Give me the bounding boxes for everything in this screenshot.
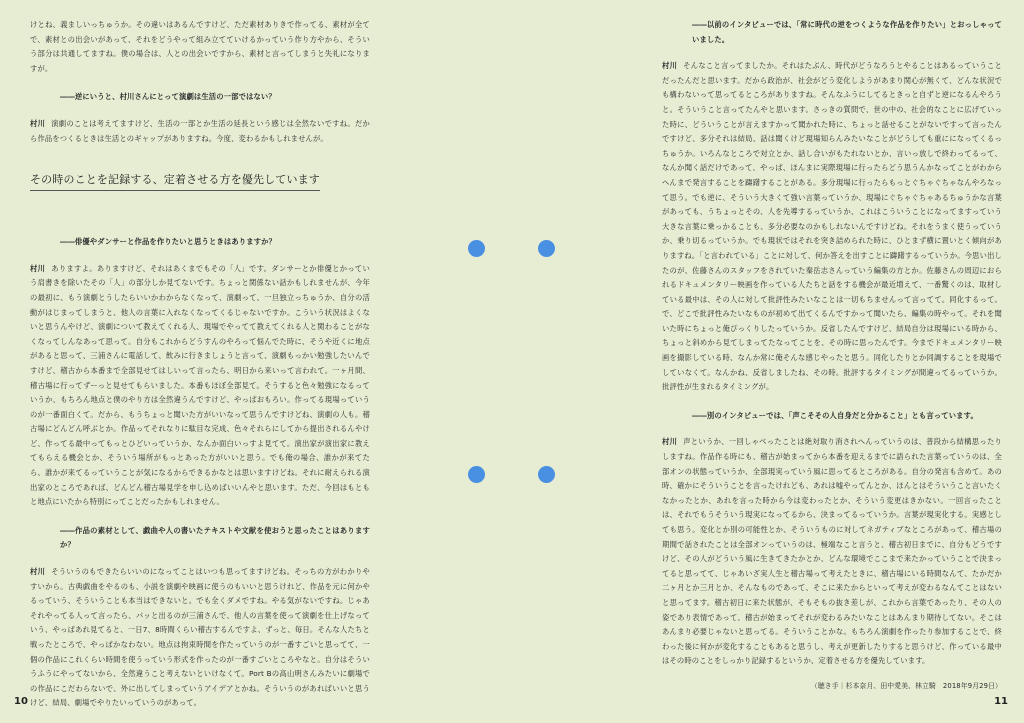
blue-dot [468,240,485,257]
interview-question: ――作品の素材として、戯曲や人の書いたテキストや文献を使おうと思ったことはありますか？ [60,525,370,550]
page-number: 10 [14,696,28,707]
answer-text: 演劇のことは考えてますけど、生活の一部とか生活の延長という感じは全然ないですね。だから作品をつくるときは生活とのギャップがありますね。今度、変わるかもしれませんが。 [30,118,371,143]
answer [30,117,370,146]
answer [662,59,1002,395]
answer [30,565,370,711]
answer-text: 声というか、一回しゃべったことは絶対取り消されへんっていうのは、普段から結構思ったりしますね。作品作る時にも、稽古が始まってから本番を迎えるまでに語られた言葉っていうのは、全部オンの状態っていうか、全部現実っていう風に思ってるところがある。自分の発言も含めて。あの時、確かにそういうことを言ったけれども、あれは嘘やってんとか、ほんとはそういうこと言いたくなかったとか、あれを言った時から今は変わったとか、そういう変更はきかない。一回言ったことは、それでもうそういう現実になってるから、決まってるっていうか。言葉が現実化する。実感としても思う。変化とか別の可能性とか、そういうものに対してネガティブなところがあって、稽古場の期間で話されたことは全部オンっていうのは、極端なこと言うと、稽古初日までに、自分もどうですけど、その人がどういう風に生きてきたかとか、どんな環境でここまで来たかっていうことで決まってると思ってて、じゃあいざ実人生と稽古場って考えたときに、稽古場にいる時間なんて、たかだか二ヶ月とか三月とか、そんなものであって、そこに来たからといって考えが変わるなんてことはないと思ってます。稽古初日に来た状態が、そもそもの抜き差しが、これから言葉であったり、その人の姿であり表情であって、稽古が始まってそれが変わるみたいなことはあんまり期待してない。そこはあんまり必要じゃないと思ってる。そういうことかな。もちろん演劇を作ったり参加することで、終わった後に何かが変化することもあると思うし、考えが更新したりすると思うけど、作っている最中はその時のことをしっかり記録するというか、定着させる方を優先しています。 [662,437,1002,666]
section-heading: その時のことを記録する、定着させる方を優先しています [30,172,320,191]
blue-dot [468,466,485,483]
interview-question: ――俳優やダンサーと作品を作りたいと思うときはありますか？ [60,237,277,247]
speaker-label: 村川 [30,118,46,128]
answer [662,435,1002,669]
speaker-label: 村川 [30,567,46,577]
page-number: 11 [994,696,1008,707]
paragraph: けとね、義ましいっちゅうか。その違いはあるんですけど、ただ素材ありきで作ってる、素材が全てで、素材との出会いがあって、それをどうやって組み立てていけるかっていう作り方やから、そういう部分は共通してますね。僕の場合は、人との出会いですから、素材と言ってしまうと失礼になりますが。 [30,20,370,73]
right-page [512,0,1024,723]
credit-line: （聴き手｜杉本奈月、田中愛美、林立騎 2018年9月29日） [810,681,1002,690]
right-text-column [662,18,1002,694]
speaker-label: 村川 [662,61,678,71]
speaker-label: 村川 [662,437,678,447]
answer-text: ありますよ。ありますけど、それはあくまでもその「人」です。ダンサーとか俳優とかっていう肩書きを除いたその「人」の部分しか見てないです。ちょっと関係ない話かもしれませんが、今年の最初に、もう演劇とうしたらいいかわからなくなって、演劇って、一旦独立っちゅうか、自分の活動がはじまってしまうと、他人の言葉に入れなくなってくるじゃないですか。こういう状況はよくないと思うんやけど、演劇について教えてくれる人、現場でやってて教えてくれる人と関わることがなくなってしんなあって思って。自分もこれからどうすんのやろって悩んでた時に、そうや近くに地点があると思って、三浦さんに電話して、飲みに行きましょうと言って、演劇もっかい勉強したいんですけど、稽古から本番まで全部見せてはしいって言ったら、明日から来いって言われて。一ヶ月間、稽古場に行ってずーっと見せてもらいました。本番もほぼ全部見て。そうすると色々勉強になるっていうか、もちろん地点と僕のやり方は全然違うんですけど、やっぱおもろい。作ってる現場っていうのが一番面白くて。だから、もうちょっと聞いた方がいいなって思うんですけどね、演劇の人も。稽古場にどんどん呼ぶとか。作品ってそれなりに駄目な完成、色々それらにしてから提出されるんやけど、作ってる最中ってもっとひどいっていうか、なんか面白いっすよ見てて。演出家が演出家に教えてもらえる機会とか、そういう場所がもっとあった方がいいと思う。でも俺の場合、誰かが来てたら、誰かが来てるっていうことが気になるからできるかなとは思いますけどね。それに耐えられる演出家のところであれば、どんどん稽古場見学を申し込めばいいんやと思います。ただ、今回はもともと地点にいたから特別にってことだったかもしれません。 [30,263,370,507]
left-text-column [30,18,370,711]
answer [30,262,370,510]
speaker-label: 村川 [30,263,46,273]
interview-question: ――逆にいうと、村川さんにとって演劇は生活の一部ではない？ [60,92,276,102]
answer-text: そんなこと言ってましたか。それはたぶん、時代がどうなろうとやることはあるっていうことだったんだと思います。だから政治が、社会がどう変化しようがあまり関心が無くて、どんな状況でも構わないって思ってるところがありますね。そんなふうにしてるときっと自ずと逆になるんやろうと。そういうこと言ってたんやと思います。さっきの質問で、世の中の、社会的なことに広げていった時に、どういうことが言えますかって聞かれた時に、ちょっと話せることがないですって言ったんですけど、多分それは結局、話は聞くけど現場知らんみたいなことがどうしても重にになってくるっちゅうか。いろんなところで対立とか、話し合いがもたれないとか、言いっ放しで終わってるって、なんか聞く話だけであって、やっぱ、ほんまに実際現場に行ったらどう思うんかなってことがわからへんまで発言することを躊躇することがある。多分現場に行ったらもっとぐちゃぐちゃなんやろなって思う。でも逆に、そういう大きくて強い言葉っていうか、現場にぐちゃぐちゃあるちゅうかな言葉があっても、うちょっとその、人を先導するっていうか、これはこういうことになってますっていう大きな言葉に乗っかることも、多分必要なのかもしれないんですけどね。それをうまく使うっていうか、乗り切るっていうか。でも現状ではそれを突き詰められた時に、ひとまず横に置いとく傾向がありますね。「と言われている」ことに対して、何か答えを出すことに躊躇するっていうか。今思い出したのが、佐藤さんのスタッフをされていた秦岳志さんっていう編集の方とか。佐藤さんの周辺におられるドキュメンタリー映画を作っている人たちと話をする機会が最近増えて、一番驚くのは、取材している最中は、その人に対して批評性みたいなことは一切もちませんって言ってて。同化するって。で、どこで批評性みたいなものが初めて出てくるんですかって聞いたら、編集の時やって。それを聞いた時にちょっと俺ぴっくりしたっていうか。反省したんですけど、結局自分は現場にいる時から、ちょっと斜めから見てしまってたなってことを、その時に思ったんです。今までドキュメンタリー映画を撮影している時、なんか常に俺そんな感じやったと思う。同化したりとか同調することを現場でしていなくて。なんかね、反省しましたね、その時。批評するタイミングが間違ってるっていうか。批評性が生まれるタイミングが。 [662,61,1002,392]
answer-text: そういうのもできたらいいのになってことはいつも思ってますけどね。そっちの方がわかりやすいから。古典戯曲をやるのも、小説を演劇や映画に使うのもいいと思うけれど、作品を元に何かやるっていう、そういうことも本当はできないと。でも全くダメですね。やる気がないですね。じゃあそれやってる人って言ったら、パッと出るのが三浦さんで、他人の言葉を使って演劇を仕上げなっていう、やっぱあれ見てると、一日7、8時間くらい稽古するんですよ、ずっと、毎日。そんな人たちと戦ったところで、やっぱかなわない。地点は拘束時間を作たっていうのが一番すごいと思ってて、一個の作品にこれくらい時間を使うっていう形式を作ったのが一番すごいところやなと。自分はそういうふうにやってないから、全然違うこと考えないといけなくて。Port Bの高山明さんみたいに劇場での作品にこだわらないで、外に出してしまっていうアイデアとかね。そういうのがあればいいと思うけど、結局、劇場でやりたいっていうのがあって。 [30,567,371,708]
interview-question: ――以前のインタビューでは、「常に時代の逆をつくような作品を作りたい」とおっしゃっていました。 [692,20,1002,44]
interview-question: ――別のインタビューでは、「声こそその人自身だと分かること」とも言っています。 [692,410,978,420]
